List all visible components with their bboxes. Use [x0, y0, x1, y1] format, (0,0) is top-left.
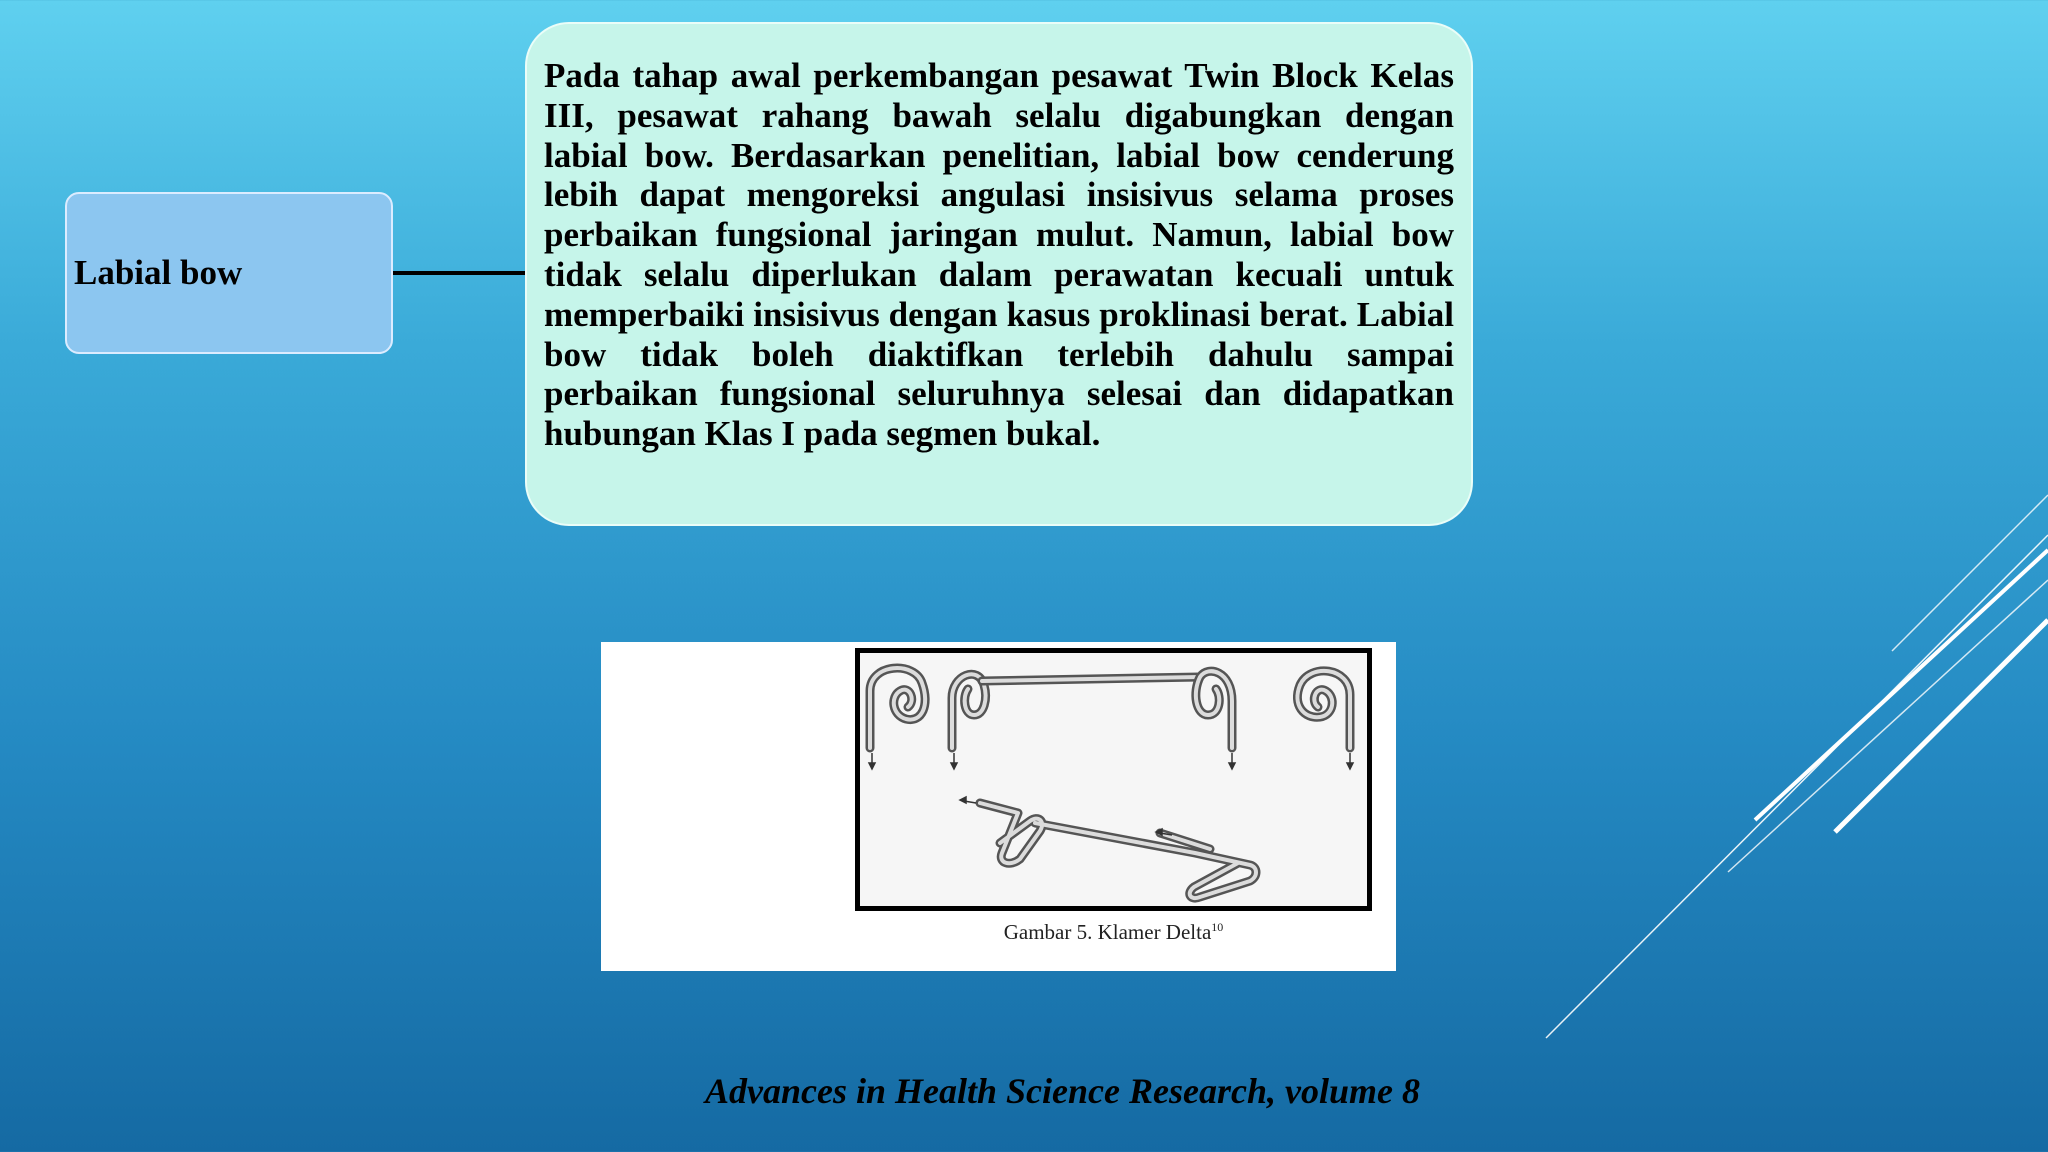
footer-citation: Advances in Health Science Research, volume 8 [705, 1071, 1420, 1111]
figure-caption [855, 920, 1372, 945]
labial-bow-label: Labial bow [74, 253, 243, 292]
connector-line [393, 271, 527, 275]
figure-caption-text: Gambar 5. Klamer Delta [1003, 920, 1212, 944]
description-text: Pada tahap awal perkembangan pesawat Twin Block Kelas III, pesawat rahang bawah selalu digabungkan dengan labial bow. Berdasarkan penelitian, labial bow cenderung lebih dapat mengoreksi angulasi insisivus selama proses perbaikan fungsional jaringan mulut. Namun, labial bow tidak selalu diperlukan dalam perawatan kecuali untuk memperbaiki insisivus dengan kasus proklinasi berat. Labial bow tidak boleh diaktifkan terlebih dahulu sampai perbaikan fungsional seluruhnya selesai dan didapatkan hubungan Klas I pada segmen bukal. [544, 56, 1454, 454]
labial-bow-box [65, 192, 393, 354]
klamer-delta-illustration [860, 653, 1367, 906]
figure-klamer-delta [601, 642, 1396, 971]
figure-frame [855, 648, 1372, 911]
description-box [525, 22, 1473, 526]
figure-caption-reference: 10 [1211, 920, 1224, 934]
